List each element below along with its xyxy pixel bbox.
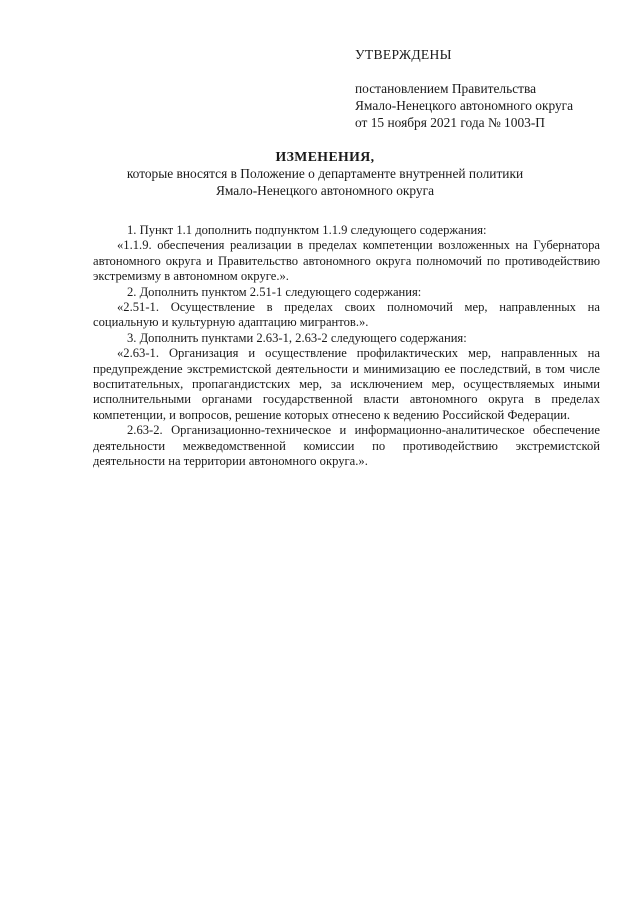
approval-line-1: постановлением Правительства (355, 81, 537, 96)
paragraph-item-2: 2. Дополнить пунктом 2.51-1 следующего содержания: (127, 284, 422, 299)
paragraph-item-1: 1. Пункт 1.1 дополнить подпунктом 1.1.9 следующего содержания: (127, 223, 487, 237)
heading-line-2: Ямало-Ненецкого автономного округа (215, 183, 435, 198)
document-heading (95, 148, 555, 199)
paragraph-2-51-1: «2.51-1. Осуществление в пределах своих полномочий мер, направленных на социальную и культурную адаптацию мигрантов.». (93, 300, 600, 330)
approval-stamp (355, 46, 615, 131)
paragraph-1-1-9: «1.1.9. обеспечения реализации в пределах компетенции возложенных на Губернатора автономного округа и Правительство автономного округа полномочий по противодействию экстремизму в автономном округе.». (93, 238, 600, 284)
approval-line-3: от 15 ноября 2021 года № 1003-П (355, 115, 545, 130)
document-body (93, 223, 600, 470)
document-title: ИЗМЕНЕНИЯ, (275, 149, 375, 164)
heading-line-1: которые вносятся в Положение о департаменте внутренней политики (126, 166, 524, 181)
approval-line-2: Ямало-Ненецкого автономного округа (355, 98, 574, 113)
paragraph-2-63-1: «2.63-1. Организация и осуществление профилактических мер, направленных на предупреждение экстремистской деятельности и минимизацию ее последствий, в том числе воспитательных, пропагандистских мер, за исключением мер, осуществляемых иными исполнительными органами государственной власти автономного округа в пределах компетенции, и вопросов, решение которых отнесено к ведению Российской Федерации. (93, 346, 600, 422)
paragraph-2-63-2: 2.63-2. Организационно-техническое и информационно-аналитическое обеспечение деятельности межведомственной комиссии по противодействию экстремистской деятельности на территории автономного округа.». (93, 423, 600, 469)
paragraph-item-3: 3. Дополнить пунктами 2.63-1, 2.63-2 следующего содержания: (127, 330, 467, 345)
approval-title: УТВЕРЖДЕНЫ (355, 47, 452, 62)
